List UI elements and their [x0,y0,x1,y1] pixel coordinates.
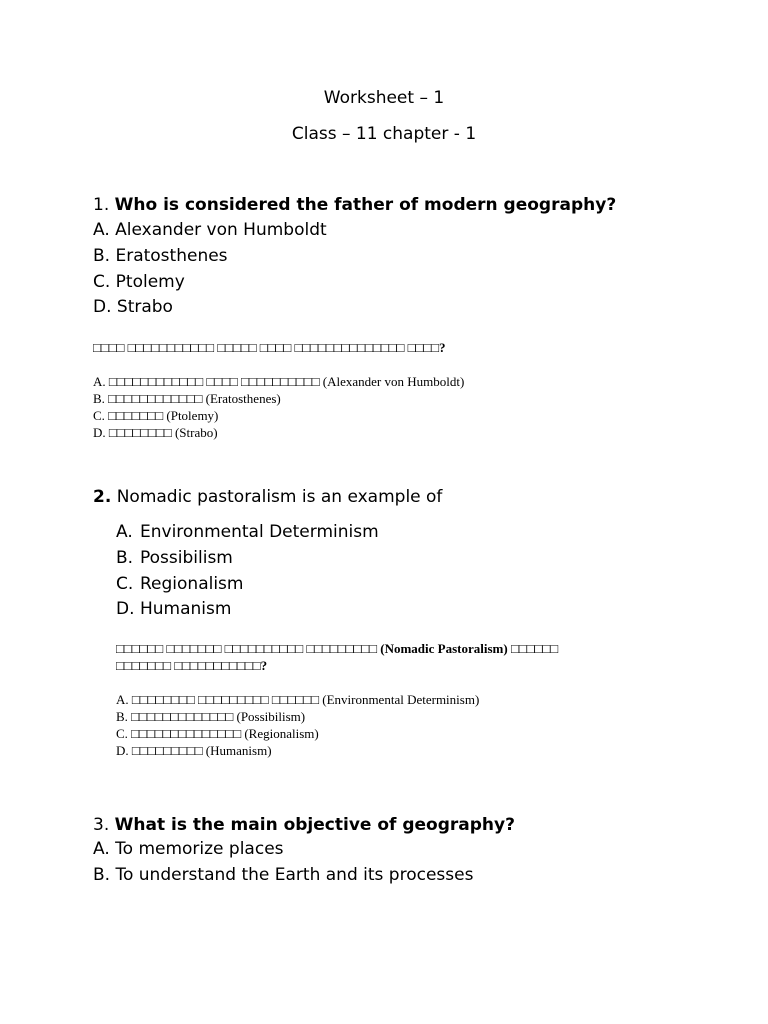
translated-option-a: A. □□□□□□□□□□□□ □□□□ □□□□□□□□□□ (Alexander von Humboldt) [93,374,465,389]
question-number: 1. [93,195,110,215]
translated-option-d: D. □□□□□□□□ (Strabo) [93,425,218,440]
option-letter: D. [116,599,135,619]
option-letter: C. [116,574,134,594]
option-letter: B. [116,548,134,568]
translated-text: □□□□□□ □□□□□□□ □□□□□□□□□□ □□□□□□□□□ [116,641,381,656]
option-label: Humanism [140,599,232,619]
translated-question-1: □□□□ □□□□□□□□□□□ □□□□□ □□□□ □□□□□□□□□□□□□□ □□□□? [93,340,446,355]
question-text: What is the main objective of geography? [114,815,515,835]
worksheet-subtitle: Class – 11 chapter - 1 [291,124,477,144]
option-label: Environmental Determinism [140,522,379,542]
translated-question-2-line-1 [116,641,558,657]
option-c: C. Ptolemy [93,272,185,292]
translated-option-b: B. □□□□□□□□□□□□ (Eratosthenes) [93,391,281,406]
translated-text: □□□□□□ [507,641,559,656]
option-a: A. To memorize places [93,839,284,859]
option-c [116,574,243,594]
question-3 [93,815,515,835]
question-1 [93,195,616,215]
translated-question-2-line-2: □□□□□□□ □□□□□□□□□□□? [116,658,268,673]
translated-option-c: C. □□□□□□□ (Ptolemy) [93,408,219,423]
question-text: Nomadic pastoralism is an example of [116,487,443,507]
option-letter: A. [116,522,133,542]
translated-option-d: D. □□□□□□□□□ (Humanism) [116,743,272,758]
option-d [116,599,231,619]
question-2 [93,487,442,507]
option-d: D. Strabo [93,297,173,317]
option-b [116,548,233,568]
translated-term: (Nomadic Pastoralism) [380,641,508,656]
question-number: 2. [93,487,112,507]
question-number: 3. [93,815,110,835]
option-label: Possibilism [140,548,233,568]
option-b: B. Eratosthenes [93,246,228,266]
question-text: Who is considered the father of modern geography? [114,195,617,215]
option-b: B. To understand the Earth and its processes [93,865,474,885]
translated-option-b: B. □□□□□□□□□□□□□ (Possibilism) [116,709,306,724]
option-label: Regionalism [140,574,244,594]
option-a [116,522,379,542]
option-a: A. Alexander von Humboldt [93,220,327,240]
translated-option-a: A. □□□□□□□□ □□□□□□□□□ □□□□□□ (Environmental Determinism) [116,692,480,707]
worksheet-title: Worksheet – 1 [323,88,445,108]
translated-option-c: C. □□□□□□□□□□□□□□ (Regionalism) [116,726,319,741]
